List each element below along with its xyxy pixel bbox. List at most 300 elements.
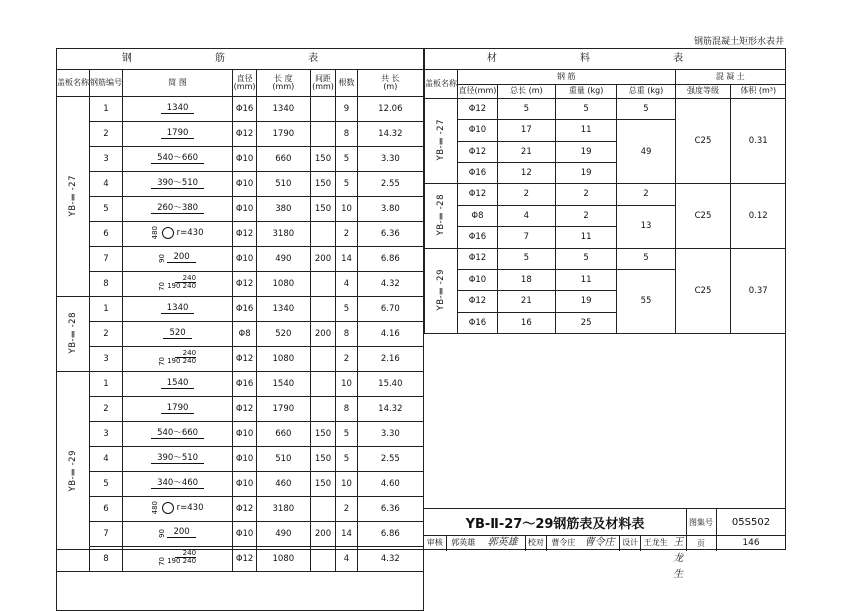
material-weight-text: 5 xyxy=(583,253,589,264)
bent-hook-label: 90 xyxy=(158,254,167,263)
rebar-length-text: 510 xyxy=(275,178,292,189)
rebar-length-text: 1790 xyxy=(272,128,295,139)
rebar-no xyxy=(90,272,123,297)
material-diameter xyxy=(458,120,498,141)
table-row xyxy=(57,297,424,322)
rebar-total-length xyxy=(357,347,423,372)
material-total-weight xyxy=(617,269,675,333)
rebar-diameter xyxy=(233,97,257,122)
header-total-weight xyxy=(617,84,675,98)
rebar-count-text: 10 xyxy=(341,378,352,389)
rebar-sketch xyxy=(123,422,233,447)
title-block xyxy=(424,508,786,580)
material-total-weight xyxy=(617,98,675,119)
rebar-total-length-text: 6.36 xyxy=(380,228,400,239)
rebar-total-length-text: 2.55 xyxy=(380,453,400,464)
material-weight xyxy=(555,291,617,312)
rebar-no xyxy=(90,522,123,547)
rebar-no-text: 2 xyxy=(103,403,109,414)
rebar-no-text: 2 xyxy=(103,328,109,339)
rebar-count xyxy=(336,172,357,197)
rebar-total-length xyxy=(357,522,423,547)
material-diameter xyxy=(458,98,498,119)
rebar-diameter xyxy=(233,472,257,497)
design-label: 设计 xyxy=(620,535,641,551)
rebar-no xyxy=(90,472,123,497)
rebar-no-text: 7 xyxy=(103,253,109,264)
rebar-diameter-text: Φ12 xyxy=(235,278,254,289)
rebar-spacing xyxy=(310,297,336,322)
table-row xyxy=(57,247,424,272)
rebar-count-text: 5 xyxy=(343,178,350,189)
table-row xyxy=(57,172,424,197)
material-length xyxy=(497,205,555,226)
rebar-total-length-text: 3.30 xyxy=(380,428,400,439)
crank-top-label: 240 xyxy=(175,350,196,358)
header-total-length-text: 总长 (m) xyxy=(510,86,543,96)
rebar-count-text: 4 xyxy=(343,553,350,564)
material-weight xyxy=(555,120,617,141)
rebar-length-text: 1790 xyxy=(272,403,295,414)
rebar-sketch xyxy=(123,197,233,222)
rebar-diameter xyxy=(233,547,257,572)
rebar-diameter-text: Φ10 xyxy=(235,178,254,189)
rebar-diameter xyxy=(233,222,257,247)
member-name xyxy=(425,248,458,334)
rebar-length-text: 1340 xyxy=(272,103,295,114)
table-row xyxy=(57,147,424,172)
rebar-total-length xyxy=(357,172,423,197)
header-total-length xyxy=(497,84,555,98)
rebar-no-text: 3 xyxy=(103,153,109,164)
material-length-text: 5 xyxy=(523,253,530,264)
header-total-length-line2: (m) xyxy=(383,82,398,91)
rebar-sketch xyxy=(123,97,233,122)
rebar-length-text: 380 xyxy=(275,203,292,214)
member-name-text: YB-Ⅱ-28 xyxy=(435,193,446,236)
rebar-length-text: 1340 xyxy=(272,303,295,314)
rebar-count-text: 4 xyxy=(343,278,350,289)
material-length xyxy=(497,269,555,290)
material-diameter-text: Φ12 xyxy=(468,146,487,157)
rebar-total-length xyxy=(357,322,423,347)
rebar-total-length-text: 4.16 xyxy=(380,328,400,339)
rebar-length-text: 1080 xyxy=(272,278,295,289)
rebar-spacing xyxy=(310,422,336,447)
material-weight xyxy=(555,248,617,269)
material-weight xyxy=(555,312,617,333)
rebar-spacing-text: 150 xyxy=(314,153,332,164)
rebar-count xyxy=(336,297,357,322)
straight-bar-label: 390～510 xyxy=(151,179,204,190)
rebar-count xyxy=(336,222,357,247)
rebar-total-length xyxy=(357,397,423,422)
atlas-number-label: 图集号 xyxy=(689,517,713,527)
material-weight xyxy=(555,163,617,184)
material-total-weight xyxy=(617,120,675,184)
crank-bottom-label: 190 240 xyxy=(167,357,197,366)
header-spacing-line1: 间距 xyxy=(314,73,331,83)
rebar-total-length-text: 2.16 xyxy=(380,353,400,364)
concrete-grade xyxy=(675,98,731,184)
material-weight xyxy=(555,141,617,162)
material-weight-text: 19 xyxy=(580,167,592,178)
material-diameter-text: Φ16 xyxy=(468,167,487,178)
material-length-text: 21 xyxy=(520,296,532,307)
material-length xyxy=(497,291,555,312)
hoop-circle-icon xyxy=(162,227,174,239)
rebar-total-length xyxy=(357,122,423,147)
member-name xyxy=(57,372,90,572)
header-rebar-no xyxy=(90,70,123,97)
rebar-total-length xyxy=(357,547,423,572)
crank-hook-label: 70 xyxy=(158,281,167,291)
straight-bar-label: 1340 xyxy=(161,104,195,115)
material-weight-text: 2 xyxy=(583,210,589,221)
rebar-spacing xyxy=(310,322,336,347)
crank-bar-sketch xyxy=(159,350,196,366)
header-member-text: 盖板名称 xyxy=(57,77,89,87)
rebar-length xyxy=(257,347,311,372)
material-total-weight-text: 55 xyxy=(640,296,652,307)
rebar-diameter xyxy=(233,447,257,472)
rebar-length xyxy=(257,172,311,197)
rebar-no-text: 1 xyxy=(103,303,109,314)
rebar-spacing xyxy=(310,97,336,122)
rebar-no xyxy=(90,372,123,397)
header-total-length-line1: 共 长 xyxy=(381,73,400,83)
table-row xyxy=(57,497,424,522)
header-length xyxy=(257,70,311,97)
rebar-sketch xyxy=(123,372,233,397)
rebar-spacing xyxy=(310,472,336,497)
rebar-diameter-text: Φ16 xyxy=(235,303,254,314)
table-row xyxy=(57,447,424,472)
check-label: 校对 xyxy=(526,535,547,551)
rebar-diameter-text: Φ16 xyxy=(235,103,254,114)
table-row xyxy=(57,97,424,122)
material-weight-text: 25 xyxy=(580,317,592,328)
rebar-sketch xyxy=(123,497,233,522)
crank-dims xyxy=(167,275,196,291)
rebar-length xyxy=(257,447,311,472)
rebar-diameter xyxy=(233,497,257,522)
material-weight xyxy=(555,98,617,119)
material-length-text: 17 xyxy=(520,125,532,136)
header-grade xyxy=(675,84,731,98)
table-row xyxy=(57,372,424,397)
rebar-no xyxy=(90,297,123,322)
rebar-length xyxy=(257,422,311,447)
member-name-text: YB-Ⅱ-27 xyxy=(435,119,446,161)
header-diameter-line2: (mm) xyxy=(233,82,256,91)
rebar-length xyxy=(257,397,311,422)
rebar-no-text: 6 xyxy=(103,503,109,514)
rebar-diameter-text: Φ10 xyxy=(235,478,254,489)
concrete-volume xyxy=(731,248,786,334)
rebar-length xyxy=(257,97,311,122)
table-row xyxy=(57,272,424,297)
material-total-weight-text: 13 xyxy=(640,221,652,232)
rebar-length xyxy=(257,297,311,322)
drawing-title: YB-Ⅱ-27～29钢筋表及材料表 xyxy=(465,516,645,532)
rebar-no xyxy=(90,547,123,572)
straight-bar-label: 340～460 xyxy=(151,479,204,490)
rebar-diameter xyxy=(233,272,257,297)
rebar-no xyxy=(90,497,123,522)
member-name-text: YB-Ⅱ-28 xyxy=(67,312,78,354)
rebar-diameter-text: Φ16 xyxy=(235,378,254,389)
concrete-grade xyxy=(675,184,731,248)
rebar-no xyxy=(90,197,123,222)
material-weight xyxy=(555,184,617,205)
rebar-spacing xyxy=(310,497,336,522)
rebar-sketch xyxy=(123,397,233,422)
header-grade-text: 强度等级 xyxy=(686,86,719,96)
material-length xyxy=(497,141,555,162)
rebar-length-text: 510 xyxy=(275,453,292,464)
header-volume-text: 体积 (m³) xyxy=(740,86,777,96)
rebar-diameter-text: Φ10 xyxy=(235,428,254,439)
concrete-volume-text: 0.12 xyxy=(748,210,768,221)
rebar-total-length-text: 4.32 xyxy=(380,553,400,564)
hoop-bar-sketch xyxy=(152,226,204,239)
rebar-spacing xyxy=(310,222,336,247)
rebar-spacing-text: 150 xyxy=(314,478,332,489)
material-length-text: 12 xyxy=(520,167,532,178)
hoop-bar-sketch xyxy=(152,501,204,514)
material-length-text: 21 xyxy=(520,146,532,157)
hoop-height-label: 480 xyxy=(150,501,159,515)
rebar-spacing xyxy=(310,547,336,572)
rebar-diameter-text: Φ10 xyxy=(235,253,254,264)
concrete-volume-text: 0.37 xyxy=(748,285,768,296)
material-total-weight-text: 49 xyxy=(640,146,652,157)
crank-bottom-label: 190 240 xyxy=(167,282,197,291)
concrete-grade-text: C25 xyxy=(694,285,712,296)
rebar-count-text: 14 xyxy=(341,253,352,264)
rebar-sketch xyxy=(123,447,233,472)
rebar-spacing-text: 200 xyxy=(314,528,332,539)
rebar-length-text: 3180 xyxy=(272,228,295,239)
material-length-text: 5 xyxy=(523,103,530,114)
rebar-spacing xyxy=(310,247,336,272)
crank-bar-sketch xyxy=(159,275,196,291)
concrete-volume-text: 0.31 xyxy=(748,135,768,146)
material-length xyxy=(497,312,555,333)
rebar-length-text: 1080 xyxy=(272,353,295,364)
rebar-diameter xyxy=(233,397,257,422)
material-weight-text: 5 xyxy=(583,103,589,114)
rebar-diameter-text: Φ10 xyxy=(235,528,254,539)
material-total-weight-text: 5 xyxy=(643,253,649,264)
rebar-count xyxy=(336,197,357,222)
rebar-diameter-text: Φ12 xyxy=(235,353,254,364)
empty-row xyxy=(57,572,424,611)
header-member-text: 盖板名称 xyxy=(425,78,457,88)
rebar-length xyxy=(257,472,311,497)
rebar-diameter xyxy=(233,372,257,397)
table-row xyxy=(57,472,424,497)
rebar-total-length xyxy=(357,372,423,397)
bent-hook-label: 90 xyxy=(158,529,167,538)
rebar-length-text: 660 xyxy=(275,153,292,164)
rebar-count xyxy=(336,272,357,297)
rebar-no-text: 3 xyxy=(103,428,109,439)
concrete-grade-text: C25 xyxy=(694,135,712,146)
rebar-sketch xyxy=(123,322,233,347)
material-diameter xyxy=(458,184,498,205)
straight-bar-label: 520 xyxy=(163,329,191,340)
straight-bar-label: 540～660 xyxy=(151,429,204,440)
rebar-spacing xyxy=(310,522,336,547)
rebar-count-text: 9 xyxy=(343,103,350,114)
straight-bar-label: 540～660 xyxy=(151,154,204,165)
rebar-length-text: 1540 xyxy=(272,378,295,389)
rebar-length-text: 660 xyxy=(275,428,292,439)
rebar-count-text: 8 xyxy=(343,403,350,414)
atlas-category-label: 钢筋混凝土矩形水表井 xyxy=(693,37,784,47)
rebar-spacing-text: 150 xyxy=(314,453,332,464)
rebar-total-length xyxy=(357,222,423,247)
rebar-length-text: 520 xyxy=(275,328,292,339)
material-weight xyxy=(555,227,617,248)
header-volume xyxy=(731,84,786,98)
crank-hook-label: 70 xyxy=(158,356,167,366)
material-table xyxy=(424,48,786,334)
header-steel xyxy=(458,70,676,84)
straight-bar-label: 390～510 xyxy=(151,454,204,465)
rebar-diameter xyxy=(233,247,257,272)
rebar-count xyxy=(336,347,357,372)
material-total-weight xyxy=(617,248,675,269)
member-name xyxy=(425,184,458,248)
header-member xyxy=(425,70,458,99)
material-length xyxy=(497,120,555,141)
table-row xyxy=(425,184,786,205)
rebar-length xyxy=(257,372,311,397)
table-row xyxy=(57,397,424,422)
rebar-length xyxy=(257,247,311,272)
reviewer-signature: 郭英雄 xyxy=(480,535,526,551)
rebar-count xyxy=(336,147,357,172)
material-weight-text: 11 xyxy=(580,232,592,243)
material-total-weight xyxy=(617,184,675,205)
member-name xyxy=(57,97,90,297)
crank-top-label: 240 xyxy=(175,275,196,283)
table-row xyxy=(57,347,424,372)
material-weight-text: 19 xyxy=(580,296,592,307)
material-length xyxy=(497,184,555,205)
material-total-weight-text: 2 xyxy=(643,189,649,200)
material-length xyxy=(497,248,555,269)
material-length xyxy=(497,163,555,184)
rebar-diameter-text: Φ12 xyxy=(235,128,254,139)
rebar-no xyxy=(90,247,123,272)
rebar-spacing-text: 150 xyxy=(314,203,332,214)
rebar-count xyxy=(336,97,357,122)
rebar-no-text: 6 xyxy=(103,228,109,239)
material-weight xyxy=(555,269,617,290)
material-weight xyxy=(555,205,617,226)
rebar-no xyxy=(90,347,123,372)
header-count-text: 根数 xyxy=(338,77,355,87)
hoop-radius-label: r=430 xyxy=(176,502,204,513)
rebar-total-length-text: 6.86 xyxy=(380,253,400,264)
header-diameter xyxy=(233,70,257,97)
rebar-total-length xyxy=(357,497,423,522)
straight-bar-label: 1340 xyxy=(161,304,195,315)
header-concrete-text: 混 凝 土 xyxy=(715,71,745,81)
rebar-count xyxy=(336,522,357,547)
straight-bar-label: 260～380 xyxy=(151,204,204,215)
rebar-no-text: 1 xyxy=(103,103,109,114)
rebar-no-text: 7 xyxy=(103,528,109,539)
rebar-no-text: 4 xyxy=(103,178,109,189)
material-length-text: 7 xyxy=(523,232,530,243)
checker-name: 曹令庄 xyxy=(551,538,576,547)
designer-signature: 王龙生 xyxy=(673,537,684,580)
rebar-count xyxy=(336,122,357,147)
rebar-length xyxy=(257,222,311,247)
rebar-count xyxy=(336,447,357,472)
rebar-length-text: 1080 xyxy=(272,553,295,564)
rebar-count-text: 5 xyxy=(343,303,350,314)
rebar-count-text: 2 xyxy=(343,228,350,239)
rebar-table-title xyxy=(57,49,424,70)
material-length-text: 18 xyxy=(520,274,532,285)
rebar-sketch xyxy=(123,247,233,272)
concrete-grade-text: C25 xyxy=(694,210,712,221)
rebar-sketch xyxy=(123,522,233,547)
rebar-spacing xyxy=(310,122,336,147)
crank-dims xyxy=(167,550,196,566)
rebar-total-length-text: 14.32 xyxy=(378,403,403,414)
rebar-length xyxy=(257,122,311,147)
table-row xyxy=(425,98,786,119)
header-total-weight-text: 总重 (kg) xyxy=(628,86,664,96)
material-table-title xyxy=(425,49,786,70)
rebar-count-text: 10 xyxy=(341,478,352,489)
concrete-volume xyxy=(731,98,786,184)
header-length-line2: (mm) xyxy=(272,82,295,91)
rebar-diameter-text: Φ10 xyxy=(235,153,254,164)
table-row xyxy=(57,422,424,447)
crank-bottom-label: 190 240 xyxy=(167,557,197,566)
material-length-text: 2 xyxy=(523,189,530,200)
rebar-diameter-text: Φ12 xyxy=(235,503,254,514)
rebar-count xyxy=(336,497,357,522)
rebar-diameter xyxy=(233,172,257,197)
rebar-no-text: 4 xyxy=(103,453,109,464)
material-length xyxy=(497,98,555,119)
material-weight-text: 11 xyxy=(580,274,592,285)
rebar-total-length-text: 4.32 xyxy=(380,278,400,289)
rebar-total-length-text: 3.80 xyxy=(380,203,400,214)
material-diameter-text: Φ10 xyxy=(468,125,487,136)
page-number: 146 xyxy=(742,538,760,548)
header-diameter-line1: 直径 xyxy=(236,73,253,83)
rebar-diameter xyxy=(233,122,257,147)
rebar-spacing-text: 200 xyxy=(314,328,332,339)
rebar-total-length xyxy=(357,97,423,122)
rebar-no-text: 8 xyxy=(103,278,109,289)
rebar-count xyxy=(336,372,357,397)
rebar-total-length xyxy=(357,197,423,222)
rebar-total-length xyxy=(357,247,423,272)
hoop-height-label: 480 xyxy=(150,226,159,240)
rebar-count-text: 8 xyxy=(343,328,350,339)
